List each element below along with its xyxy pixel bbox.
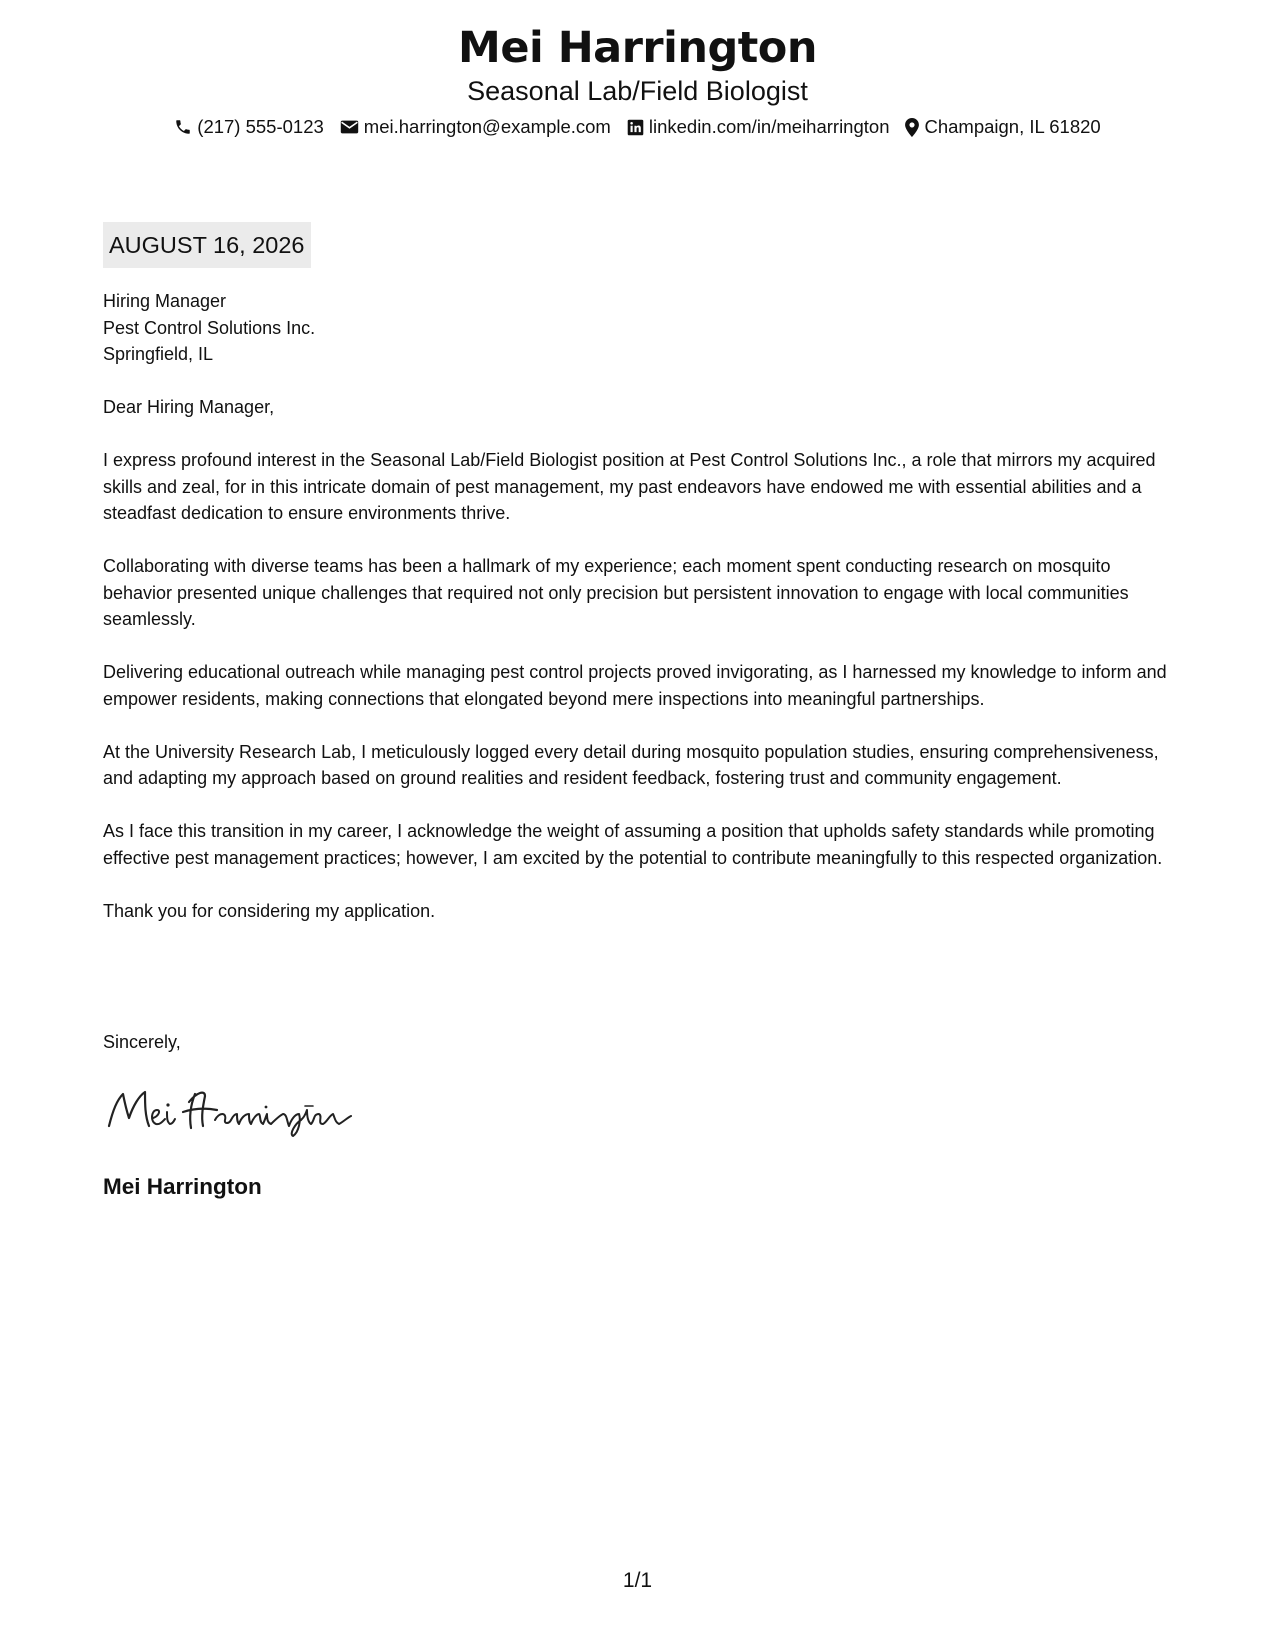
contact-location (905, 114, 1100, 140)
salutation: Dear Hiring Manager, (103, 397, 275, 417)
letter-date: AUGUST 16, 2026 (103, 222, 311, 268)
contact-email (340, 114, 611, 140)
envelope-icon (340, 119, 359, 135)
recipient-company: Pest Control Solutions Inc. (103, 317, 316, 338)
phone-text: (217) 555-0123 (197, 116, 324, 137)
email-text: mei.harrington@example.com (363, 116, 611, 137)
map-marker-icon (905, 118, 919, 137)
body-paragraph: At the University Research Lab, I meticulously logged every detail during mosquito population studies, ensuring comprehensiveness, and adapting my approach based on ground realities and resident feedback, fostering trust and community engagement. (103, 741, 1159, 788)
body-paragraph: As I face this transition in my career, I acknowledge the weight of assuming a position that upholds safety standards while promoting effective pest management practices; however, I am excited by the potential to contribute meaningfully to this respected organization. (103, 821, 1163, 868)
recipient-block (103, 288, 315, 368)
linkedin-text: linkedin.com/in/meiharrington (648, 116, 890, 137)
body-paragraph: Delivering educational outreach while managing pest control projects proved invigorating, as I harnessed my knowledge to inform and empower residents, making connections that elongated beyond mere inspections into meaningful partnerships. (103, 662, 1167, 709)
letter-body (103, 394, 1183, 951)
body-paragraph: Thank you for considering my application. (103, 900, 436, 921)
contact-phone (174, 114, 324, 140)
handwritten-signature (103, 1080, 363, 1140)
signer-name: Mei Harrington (103, 1174, 262, 1199)
linkedin-icon (627, 119, 644, 136)
contact-bar (0, 114, 1275, 140)
recipient-title: Hiring Manager (103, 291, 227, 311)
body-paragraph: Collaborating with diverse teams has been a hallmark of my experience; each moment spent conducting research on mosquito behavior presented unique challenges that required not only precision but persistent innovation to engage with local communities seamlessly. (103, 556, 1129, 629)
letter-header (0, 22, 1275, 140)
recipient-location: Springfield, IL (103, 344, 214, 364)
page-number: 1/1 (622, 1569, 653, 1592)
body-paragraph: I express profound interest in the Seasonal Lab/Field Biologist position at Pest Control Solutions Inc., a role that mirrors my acquired skills and zeal, for in this intricate domain of pest management, my past endeavors have endowed me with essential abilities and a steadfast dedication to ensure environments thrive. (103, 450, 1156, 523)
closing: Sincerely, (103, 1032, 181, 1052)
applicant-name: Mei Harrington (458, 23, 817, 73)
phone-icon (174, 118, 192, 136)
location-text: Champaign, IL 61820 (924, 116, 1101, 137)
contact-linkedin (627, 114, 890, 140)
applicant-title: Seasonal Lab/Field Biologist (467, 76, 808, 106)
